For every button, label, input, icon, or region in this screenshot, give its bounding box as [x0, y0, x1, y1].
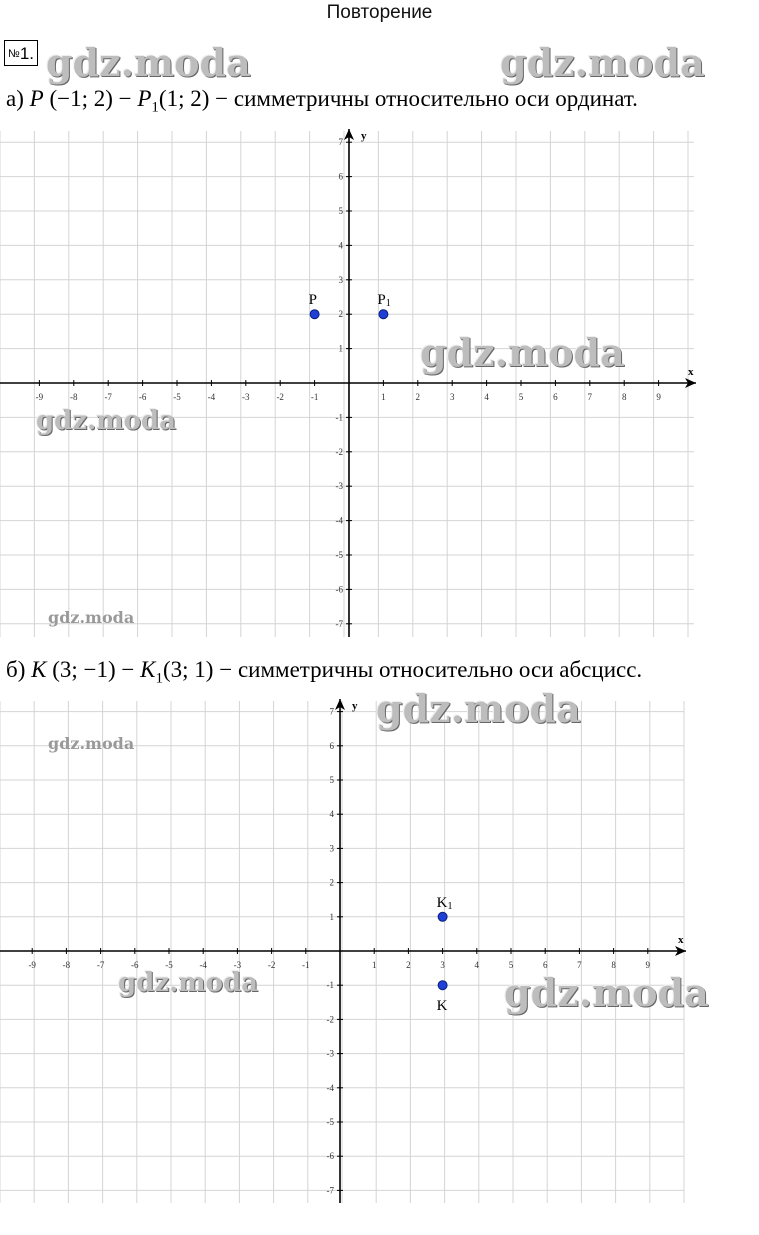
watermark-text: gdz.moda — [420, 330, 625, 375]
point-label: P1 — [377, 292, 391, 310]
y-tick-label: -6 — [335, 584, 343, 595]
x-tick-label: -7 — [96, 960, 105, 970]
y-tick-label: 1 — [338, 343, 343, 354]
point-p-coords: (−1; 2) — [49, 86, 113, 111]
point-label: P — [308, 292, 317, 309]
y-tick-label: -1 — [335, 412, 343, 423]
y-tick-label: -7 — [335, 618, 343, 629]
x-tick-label: -8 — [62, 960, 71, 970]
task-a-conclusion: симметричны относительно оси ординат. — [233, 86, 638, 111]
y-axis-label: y — [352, 700, 358, 712]
x-tick-label: -6 — [131, 960, 139, 970]
x-tick-label: -9 — [35, 392, 44, 402]
watermark-text: gdz.moda — [504, 970, 709, 1015]
y-tick-label: -2 — [326, 1014, 334, 1025]
data-point — [310, 310, 319, 319]
x-tick-label: 1 — [381, 392, 386, 402]
point-label: K — [436, 998, 448, 1015]
point-k1-subscript: 1 — [155, 670, 163, 687]
watermark-text: gdz.moda — [36, 406, 177, 436]
point-k1-coords: (3; 1) — [162, 657, 214, 682]
y-tick-label: -3 — [335, 481, 343, 492]
x-tick-label: -4 — [207, 392, 216, 402]
task-a-prefix: а) — [6, 86, 24, 111]
point-label: K1 — [436, 894, 453, 912]
y-tick-label: -5 — [335, 550, 343, 560]
x-tick-label: 9 — [645, 960, 651, 970]
point-label-subscript: 1 — [447, 900, 453, 912]
x-tick-label: 8 — [611, 960, 616, 970]
point-p1-name: P — [137, 86, 152, 111]
x-tick-label: 5 — [508, 960, 514, 970]
y-tick-label: 1 — [329, 911, 334, 922]
y-tick-label: 5 — [338, 206, 343, 216]
watermark-text: gdz.moda — [48, 734, 135, 753]
y-tick-label: -4 — [326, 1082, 334, 1093]
y-tick-label: 6 — [329, 740, 334, 751]
coordinate-plane-b — [0, 695, 759, 1205]
watermark-text: gdz.moda — [118, 968, 259, 998]
x-tick-label: -6 — [138, 392, 147, 402]
point-k-name: K — [31, 657, 47, 682]
x-tick-label: -5 — [173, 392, 181, 402]
y-tick-label: -7 — [326, 1185, 334, 1196]
dash: − — [121, 657, 135, 682]
x-tick-label: -1 — [302, 960, 310, 970]
y-tick-label: 2 — [329, 877, 334, 888]
y-tick-label: 3 — [329, 843, 334, 854]
task-a-statement — [6, 86, 638, 117]
y-tick-label: -3 — [326, 1048, 334, 1059]
data-point — [438, 912, 447, 921]
task-number-box — [4, 40, 38, 66]
dash: − — [118, 86, 132, 111]
y-tick-label: 6 — [338, 171, 343, 182]
watermark-text: gdz.moda — [500, 40, 705, 85]
point-p-name: P — [29, 86, 44, 111]
x-tick-label: 6 — [553, 392, 558, 402]
x-tick-label: 4 — [484, 392, 489, 402]
dash: − — [215, 86, 229, 111]
x-tick-label: 4 — [474, 960, 480, 970]
point-p1-coords: (1; 2) — [158, 86, 210, 111]
x-tick-label: 2 — [415, 392, 421, 402]
x-tick-label: -7 — [104, 392, 112, 402]
y-tick-label: 2 — [338, 309, 343, 320]
x-tick-label: -4 — [199, 960, 207, 970]
point-k1-name: K — [140, 657, 156, 682]
y-tick-label: -6 — [326, 1151, 334, 1162]
point-p1-subscript: 1 — [151, 99, 159, 116]
x-tick-label: 1 — [371, 960, 377, 970]
y-tick-label: 3 — [338, 274, 343, 285]
x-tick-label: -1 — [310, 392, 319, 402]
x-tick-label: 9 — [656, 392, 661, 402]
y-tick-label: -1 — [326, 980, 334, 991]
x-tick-label: -5 — [165, 960, 173, 970]
y-axis-label: y — [361, 130, 367, 142]
y-tick-label: 7 — [338, 137, 343, 148]
x-tick-label: -8 — [70, 392, 78, 402]
x-tick-label: -3 — [233, 960, 242, 970]
watermark-text: gdz.moda — [46, 40, 251, 85]
x-axis-label: x — [688, 366, 694, 378]
data-point — [438, 981, 447, 990]
x-tick-label: 8 — [621, 392, 627, 402]
y-tick-label: -2 — [335, 446, 343, 457]
number-sign: № — [8, 48, 20, 60]
dash: − — [219, 657, 233, 682]
task-b-conclusion: симметричны относительно оси абсцисс. — [237, 657, 643, 682]
coordinate-plane-a — [0, 125, 759, 640]
x-tick-label: -3 — [242, 392, 250, 402]
task-b-statement — [6, 657, 642, 688]
point-k-coords: (3; −1) — [52, 657, 116, 682]
x-tick-label: 5 — [518, 392, 524, 402]
x-tick-label: 7 — [577, 960, 582, 970]
watermark-text: gdz.moda — [376, 686, 581, 731]
task-b-prefix: б) — [6, 657, 26, 682]
x-tick-label: 2 — [406, 960, 411, 970]
x-tick-label: 3 — [440, 960, 445, 970]
x-tick-label: -9 — [28, 960, 36, 970]
page-header-title: Повторение — [326, 2, 433, 23]
x-tick-label: -2 — [267, 960, 276, 970]
y-tick-label: 4 — [338, 240, 343, 251]
data-point — [379, 310, 388, 319]
x-axis-label: x — [678, 934, 684, 946]
y-tick-label: -4 — [335, 515, 343, 526]
x-tick-label: -2 — [276, 392, 284, 402]
watermark-text: gdz.moda — [48, 608, 135, 627]
y-tick-label: 4 — [329, 809, 334, 820]
point-label-subscript: 1 — [385, 298, 391, 310]
y-tick-label: 7 — [329, 706, 334, 717]
y-tick-label: -5 — [326, 1117, 334, 1127]
x-tick-label: 6 — [542, 960, 548, 970]
y-tick-label: 5 — [329, 775, 334, 785]
task-number: 1. — [19, 44, 34, 63]
x-tick-label: 7 — [587, 392, 593, 402]
x-tick-label: 3 — [449, 392, 455, 402]
